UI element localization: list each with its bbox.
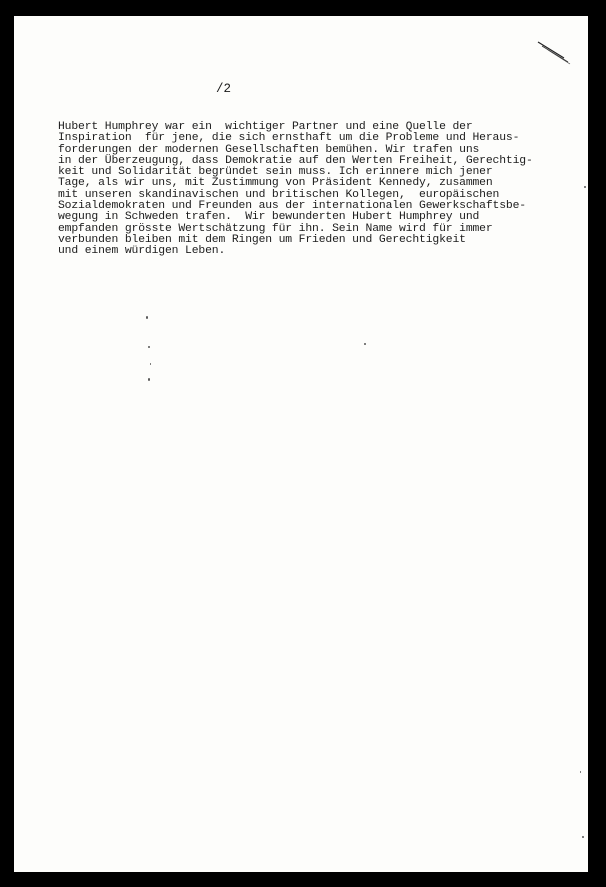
scan-speck: [146, 316, 148, 319]
text-line: verbunden bleiben mit dem Ringen um Frieden und Gerechtigkeit: [58, 233, 466, 246]
scan-speck: [364, 343, 366, 345]
document-page: [14, 16, 588, 872]
text-line: wegung in Schweden trafen. Wir bewunderten Hubert Humphrey und: [58, 211, 480, 224]
page-number: /2: [216, 82, 232, 96]
scan-speck: [582, 836, 584, 838]
scan-speck: [148, 378, 150, 381]
letter-paragraph: [58, 122, 578, 258]
text-line: Hubert Humphrey war ein wichtiger Partner und eine Quelle der: [58, 121, 473, 133]
text-line: Sozialdemokraten und Freunden aus der internationalen Gewerkschaftsbe-: [58, 200, 526, 213]
text-line: forderungen der modernen Gesellschaften bemühen. Wir trafen uns: [58, 143, 480, 156]
scan-speck: [150, 363, 151, 365]
text-line: Inspiration für jene, die sich ernsthaft um die Probleme und Heraus-: [58, 132, 520, 145]
text-line: in der Überzeugung, dass Demokratie auf den Werten Freiheit, Gerechtig-: [58, 154, 533, 167]
text-line: empfanden grösste Wertschätzung für ihn. Sein Name wird für immer: [58, 222, 493, 235]
scan-speck: [580, 771, 581, 773]
text-line: mit unseren skandinavischen und britischen Kollegen, europäischen: [58, 188, 500, 201]
text-line: Tage, als wir uns, mit Zustimmung von Präsident Kennedy, zusammen: [58, 177, 493, 190]
text-line: und einem würdigen Leben.: [58, 245, 226, 258]
text-line: keit und Solidarität begründet sein muss. Ich erinnere mich jener: [58, 166, 493, 179]
scan-speck: [148, 346, 150, 348]
scan-speck: [584, 186, 586, 188]
pen-mark-icon: [534, 36, 574, 76]
